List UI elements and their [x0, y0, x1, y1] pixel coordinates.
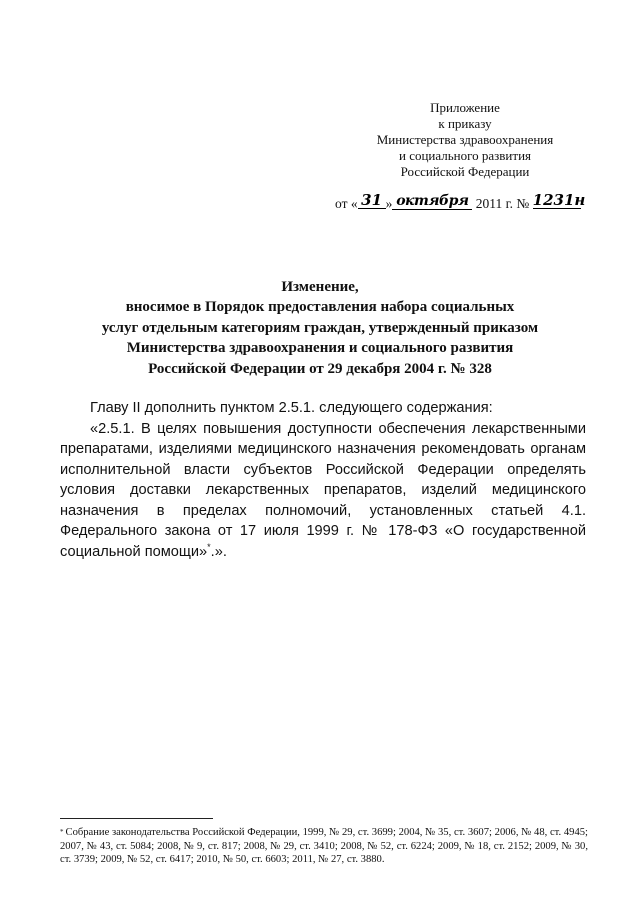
footnote: [60, 826, 588, 867]
order-date-number: [335, 191, 586, 213]
footnote-divider: [60, 818, 213, 819]
appendix-line: и социального развития: [398, 148, 532, 163]
document-body: [60, 398, 586, 562]
clause-end: .».: [210, 543, 227, 560]
title-line: вносимое в Порядок предоставления набора социальных: [125, 299, 515, 316]
title-line: Министерства здравоохранения и социального развития: [126, 340, 514, 357]
intro-paragraph: Главу II дополнить пунктом 2.5.1. следующего содержания:: [90, 400, 493, 416]
title-line: Изменение,: [281, 279, 359, 295]
footnote-text: Собрание законодательства Российской Федерации, 1999, № 29, ст. 3699; 2004, № 35, ст. 3607; 2006, № 48, ст. 4945; 2007, № 43, ст. 5084; 2008, № 9, ст. 817; 2008, № 29, ст. 3410; 2008, № 52, ст. 6224; 2009, № 18, ст. 2152; 2009, № 30, ст. 3739; 2009, № 52, ст. 6417; 2010, № 50, ст. 6603; 2011, № 27, ст. 3880.: [60, 827, 588, 865]
title-line: услуг отдельным категориям граждан, утвержденный приказом: [101, 319, 539, 336]
appendix-line: Приложение: [430, 100, 500, 115]
appendix-line: Министерства здравоохранения: [376, 132, 554, 147]
clause-text: «2.5.1. В целях повышения доступности обеспечения лекарственными препаратами, изделиями медицинского назначения рекомендовать органам исполнительной власти субъектов Российской Федерации определять условия доставки лекарственных препаратов, изделий медицинского назначения в пределах полномочий, установленных статьей 4.1. Федерального закона от 17 июля 1999 г. № 178-ФЗ «О государственной социальной помощи»: [60, 420, 586, 560]
footnote-reference: *: [207, 541, 211, 552]
handwritten-order-number: 1231н: [532, 191, 586, 209]
appendix-line: Российской Федерации: [400, 164, 530, 179]
footnote-mark: *: [60, 828, 64, 836]
order-day-close: »: [385, 196, 393, 211]
handwritten-month: октября: [392, 193, 472, 210]
order-prefix: от «: [335, 196, 358, 211]
title-line: Российской Федерации от 29 декабря 2004 г. № 328: [148, 360, 492, 377]
appendix-line: к приказу: [438, 116, 492, 131]
order-year: 2011 г. №: [475, 196, 530, 211]
handwritten-day: 31: [358, 192, 386, 209]
document-title: [60, 277, 580, 379]
clause-paragraph: [60, 419, 586, 563]
appendix-header: [360, 100, 570, 180]
